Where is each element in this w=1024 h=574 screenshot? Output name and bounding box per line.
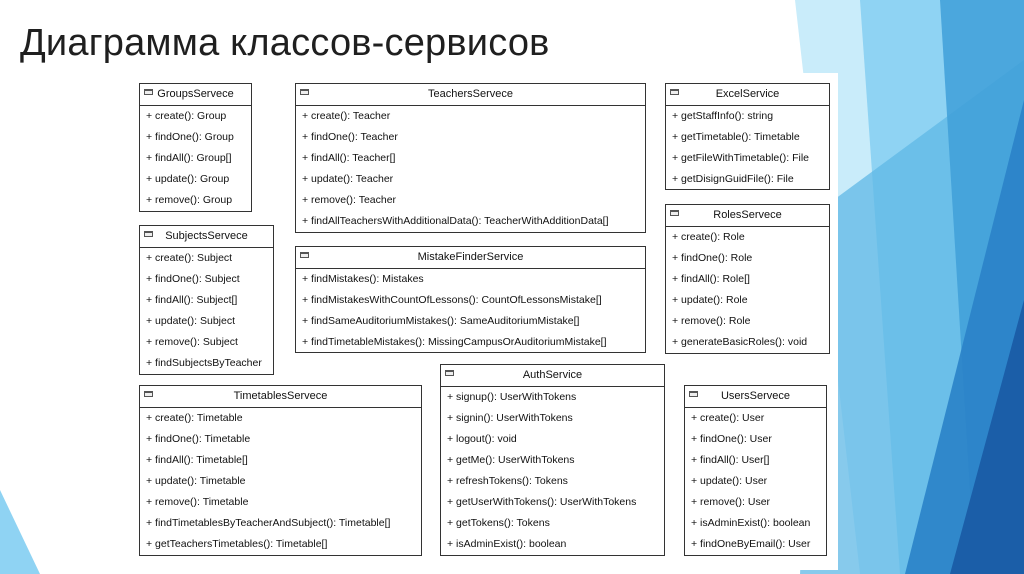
method: + signup(): UserWithTokens [447,391,577,403]
class-icon [144,231,153,237]
class-excel-service [665,83,830,190]
method: + findSubjectsByTeacher [146,357,262,369]
method: + isAdminExist(): boolean [691,517,811,529]
class-icon [670,89,679,95]
method: + update(): Teacher [302,173,394,185]
class-name: UsersServece [720,390,791,402]
method: + update(): User [691,475,768,487]
method: + update(): Group [146,173,230,185]
method: + findAll(): Teacher[] [302,152,396,164]
class-name: RolesServece [713,209,782,221]
method: + create(): Subject [146,252,233,264]
class-users-service [684,385,827,556]
class-groups-service [139,83,252,212]
method: + findMistakes(): Mistakes [302,273,424,285]
method: + logout(): void [447,433,517,445]
method: + getDisignGuidFile(): File [672,173,794,185]
class-auth-service [440,364,665,556]
method: + findOne(): Subject [146,273,240,285]
method: + getTokens(): Tokens [447,517,550,529]
method: + findTimetableMistakes(): MissingCampusOrAuditoriumMistake[] [302,336,607,348]
class-icon [300,252,309,258]
class-name: MistakeFinderService [417,251,524,263]
class-teachers-service [295,83,646,233]
class-mistake-finder-service [295,246,646,353]
method: + generateBasicRoles(): void [672,336,808,348]
class-roles-service [665,204,830,354]
method: + findAll(): User[] [691,454,770,466]
method: + remove(): Timetable [146,496,249,508]
class-timetables-service [139,385,422,556]
class-icon [144,89,153,95]
method: + findAll(): Role[] [672,273,750,285]
method: + findAll(): Subject[] [146,294,238,306]
class-name: GroupsServece [157,88,234,100]
method: + refreshTokens(): Tokens [447,475,568,487]
class-icon [300,89,309,95]
class-icon [445,370,454,376]
method: + remove(): Role [672,315,751,327]
method: + findOne(): Teacher [302,131,398,143]
method: + findMistakesWithCountOfLessons(): CountOfLessonsMistake[] [302,294,602,306]
method: + getTimetable(): Timetable [672,131,800,143]
method: + getMe(): UserWithTokens [447,454,575,466]
method: + findOneByEmail(): User [691,538,811,550]
method: + findAll(): Timetable[] [146,454,248,466]
method: + getFileWithTimetable(): File [672,152,810,164]
method: + findOne(): Timetable [146,433,251,445]
method: + findOne(): User [691,433,772,445]
class-icon [689,391,698,397]
class-subjects-service [139,225,274,375]
class-name: ExcelService [715,88,780,100]
method: + update(): Timetable [146,475,246,487]
method: + create(): Group [146,110,227,122]
method: + getTeachersTimetables(): Timetable[] [146,538,328,550]
method: + findOne(): Group [146,131,234,143]
method: + create(): Role [672,231,745,243]
method: + findSameAuditoriumMistakes(): SameAuditoriumMistake[] [302,315,580,327]
method: + remove(): Group [146,194,233,206]
class-icon [670,210,679,216]
method: + findOne(): Role [672,252,753,264]
class-name: TimetablesServece [233,390,328,402]
class-name: SubjectsServece [165,230,248,242]
method: + findAllTeachersWithAdditionalData(): TeacherWithAdditionData[] [302,215,609,227]
method: + create(): User [691,412,765,424]
method: + create(): Teacher [302,110,391,122]
method: + findAll(): Group[] [146,152,232,164]
method: + update(): Role [672,294,748,306]
method: + update(): Subject [146,315,236,327]
method: + remove(): Teacher [302,194,397,206]
method: + remove(): User [691,496,771,508]
class-name: TeachersServece [428,88,513,100]
method: + getStaffInfo(): string [672,110,774,122]
method: + create(): Timetable [146,412,243,424]
method: + signin(): UserWithTokens [447,412,573,424]
bottom-left-shape [0,490,40,574]
class-name: AuthService [522,369,583,381]
method: + remove(): Subject [146,336,238,348]
method: + isAdminExist(): boolean [447,538,567,550]
method: + findTimetablesByTeacherAndSubject(): Timetable[] [146,517,391,529]
method: + getUserWithTokens(): UserWithTokens [447,496,637,508]
page-title: Диаграмма классов-сервисов [20,22,550,64]
class-icon [144,391,153,397]
